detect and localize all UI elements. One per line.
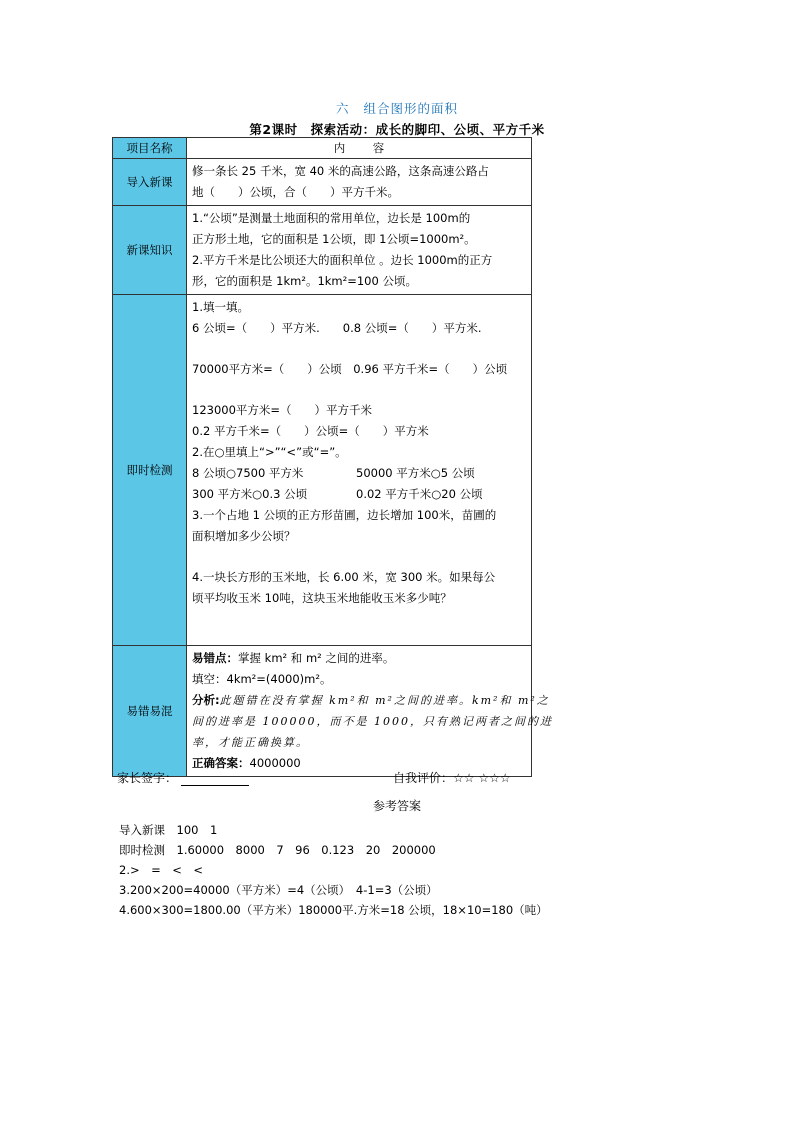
- unit-name: 组合图形的面积: [363, 101, 459, 116]
- knowledge-line: 1.“公顷”是测量土地面积的常用单位，边长是 100m的: [192, 211, 471, 225]
- check-compare-row: [192, 484, 526, 505]
- header-item-name: 项目名称: [113, 138, 187, 159]
- row-label-mistakes: 易错易混: [113, 646, 187, 777]
- row-content-knowledge: [187, 206, 532, 295]
- signature-line[interactable]: [181, 773, 249, 786]
- analysis-text: 率，才能正确换算。: [192, 736, 309, 749]
- lesson-title: 第2课时 探索活动：成长的脚印、公顷、平方千米: [249, 122, 545, 137]
- check-line: 4.一块长方形的玉米地，长 6.00 米，宽 300 米。如果每公: [192, 570, 496, 584]
- compare-item: 300 平方米○0.3 公顷: [192, 487, 308, 501]
- row-mistakes: [113, 646, 532, 777]
- answers-list: [119, 820, 548, 920]
- intro-line: 地（ ）公顷，合（ ）平方千米。: [192, 185, 399, 199]
- row-content-check: [187, 295, 532, 646]
- knowledge-line: 正方形土地，它的面积是 1公顷，即 1公顷=1000m²。: [192, 232, 476, 246]
- analysis-text: 间的进率是 100000，而不是 1000，只有熟记两者之间的进: [192, 715, 553, 728]
- answer-line: 4.600×300=1800.00（平方米）180000平.方米=18 公顷，18×10=180（吨）: [119, 903, 548, 917]
- unit-number: 六: [335, 101, 350, 116]
- knowledge-line: 2.平方千米是比公顷还大的面积单位 。边长 1000m的正方: [192, 253, 493, 267]
- table-header-row: [113, 138, 532, 159]
- answer-line: 即时检测 1.60000 8000 7 96 0.123 20 200000: [119, 843, 436, 857]
- correct-answer-value: 4000000: [249, 756, 301, 770]
- check-compare-row: [192, 463, 526, 484]
- row-label-check: 即时检测: [113, 295, 187, 646]
- mistake-point-label: 易错点：: [192, 651, 238, 665]
- check-line: 3.一个占地 1 公顷的正方形苗圃，边长增加 100米，苗圃的: [192, 508, 497, 522]
- check-line: 6 公顷=（ ）平方米. 0.8 公顷=（ ）平方米.: [192, 321, 482, 335]
- self-evaluation: 自我评价：☆☆ ☆☆☆: [393, 771, 511, 785]
- header-content: 内 容: [187, 138, 532, 159]
- analysis-text: 此题错在没有掌握 km²和 m²之间的进率。km²和 m²之: [219, 694, 550, 707]
- check-line: 70000平方米=（ ）公顷 0.96 平方千米=（ ）公顷: [192, 362, 508, 376]
- check-line: 顷平均收玉米 10吨，这块玉米地能收玉米多少吨？: [192, 591, 452, 605]
- parent-signature: [117, 769, 249, 786]
- check-line: 面积增加多少公顷？: [192, 529, 296, 543]
- row-label-knowledge: 新课知识: [113, 206, 187, 295]
- intro-line: 修一条长 25 千米，宽 40 米的高速公路，这条高速公路占: [192, 164, 489, 178]
- answer-line: 导入新课 100 1: [119, 823, 218, 837]
- analysis-label: 分析:: [192, 693, 220, 707]
- mistake-point-text: 掌握 km² 和 m² 之间的进率。: [238, 651, 395, 665]
- lesson-table: [112, 137, 553, 777]
- row-content-mistakes: [187, 646, 553, 777]
- check-line: 1.填一填。: [192, 300, 249, 314]
- check-line: 0.2 平方千米=（ ）公顷=（ ）平方米: [192, 424, 429, 438]
- check-line: 2.在○里填上“>”“<”或“=”。: [192, 445, 347, 459]
- row-check: [113, 295, 532, 646]
- answer-line: 3.200×200=40000（平方米）=4（公顷） 4-1=3（公顷）: [119, 883, 438, 897]
- compare-item: 0.02 平方千米○20 公顷: [356, 487, 483, 501]
- parent-signature-label: 家长签字：: [117, 771, 178, 785]
- correct-answer-label: 正确答案：: [192, 756, 250, 770]
- mistake-analysis: [192, 690, 550, 711]
- row-content-intro: [187, 159, 532, 206]
- compare-item: 8 公顷○7500 平方米: [192, 466, 304, 480]
- row-label-intro: 导入新课: [113, 159, 187, 206]
- mistake-point: [192, 648, 526, 669]
- mistake-fill: 填空：4km²=(4000)m²。: [192, 672, 332, 686]
- knowledge-line: 形，它的面积是 1km²。1km²=100 公顷。: [192, 274, 417, 288]
- compare-item: 50000 平方米○5 公顷: [356, 466, 475, 480]
- answer-line: 2.> = < <: [119, 863, 204, 877]
- check-line: 123000平方米=（ ）平方千米: [192, 403, 373, 417]
- unit-title: [0, 99, 794, 117]
- answers-title: 参考答案: [372, 799, 421, 813]
- row-knowledge: [113, 206, 532, 295]
- row-intro: [113, 159, 532, 206]
